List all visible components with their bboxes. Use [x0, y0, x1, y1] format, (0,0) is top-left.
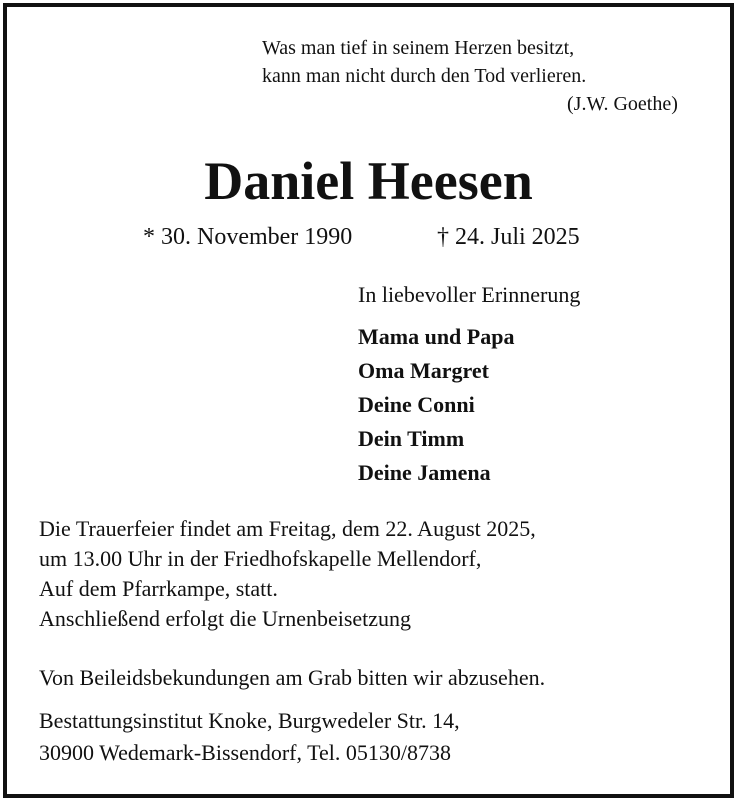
funeral-details: [39, 514, 536, 634]
deceased-name: Daniel Heesen: [204, 151, 533, 211]
undertaker-line: 30900 Wedemark-Bissendorf, Tel. 05130/8738: [39, 740, 451, 765]
condolence-note: Von Beileidsbekundungen am Grab bitten wir abzusehen.: [39, 665, 546, 690]
memory-text: In liebevoller Erinnerung: [358, 282, 581, 307]
goethe-quote: [262, 34, 678, 115]
undertaker-line: Bestattungsinstitut Knoke, Burgwedeler Str. 14,: [39, 708, 460, 733]
family-member: Deine Jamena: [358, 460, 491, 485]
family-member: Dein Timm: [358, 426, 465, 451]
death-date: † 24. Juli 2025: [437, 224, 580, 250]
family-member: Mama und Papa: [358, 324, 515, 349]
quote-author: (J.W. Goethe): [567, 93, 678, 115]
funeral-line: Auf dem Pfarrkampe, statt.: [39, 576, 278, 601]
birth-date: * 30. November 1990: [143, 224, 353, 250]
funeral-line: Anschließend erfolgt die Urnenbeisetzung: [39, 606, 412, 631]
family-list: [358, 320, 514, 490]
quote-line-1: Was man tief in seinem Herzen besitzt,: [262, 37, 575, 59]
quote-line-2: kann man nicht durch den Tod verlieren.: [262, 65, 587, 87]
funeral-line: Die Trauerfeier findet am Freitag, dem 22. August 2025,: [39, 516, 536, 541]
funeral-line: um 13.00 Uhr in der Friedhofskapelle Mellendorf,: [39, 546, 482, 571]
family-member: Deine Conni: [358, 392, 475, 417]
undertaker-address: [39, 705, 460, 769]
family-member: Oma Margret: [358, 358, 489, 383]
